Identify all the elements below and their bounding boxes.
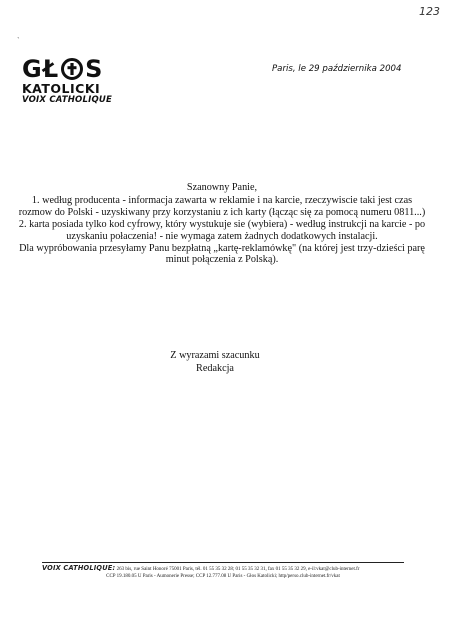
- letter-paragraph-1: 1. według producenta - informacja zawarta w reklamie i na karcie, rzeczywiscie taki jest czas rozmow do Polski - uzyskiwany przy korzystaniu z ich karty (łącząc się za pomocą numeru 0811...): [18, 194, 426, 218]
- margin-mark: ˋ: [17, 36, 20, 45]
- footer-divider: [42, 562, 404, 563]
- footer-line-1: [42, 565, 404, 573]
- logo-tagline: VOIX CATHOLIQUE: [22, 95, 112, 105]
- letter-footer: [42, 565, 404, 580]
- page-number: 123: [419, 5, 440, 18]
- cross-circle-icon: [61, 58, 83, 80]
- logo-title: [22, 56, 132, 82]
- logo-s-text: S: [85, 55, 103, 83]
- footer-brand: VOIX CATHOLIQUE:: [42, 564, 116, 572]
- logo-gl-text: GŁ: [22, 55, 60, 83]
- letter-greeting: Szanowny Panie,: [186, 182, 258, 193]
- letterhead-logo: [22, 56, 132, 105]
- letter-date: Paris, le 29 października 2004: [272, 64, 402, 74]
- logo-subtitle: KATOLICKI: [22, 81, 101, 96]
- letter-paragraph-2: 2. karta posiada tylko kod cyfrowy, który wystukuje sie (wybiera) - według instrukcji na karcie - po uzyskaniu połaczenia! - nie wymaga zatem żadnych dodatkowych instalacji.: [18, 218, 426, 242]
- letter-body: [18, 182, 426, 266]
- closing-phrase: Z wyrazami szacunku: [170, 350, 260, 361]
- letter-closing: [150, 349, 280, 375]
- signature-name: Redakcja: [196, 363, 234, 374]
- letter-paragraph-3: Dla wypróbowania przesyłamy Panu bezpłatną „kartę-reklamówkę" (na której jest trzy-dzieści parę minut połączenia z Polską).: [19, 242, 425, 266]
- footer-address: 263 bis, rue Saint Honoré 75001 Paris, tél. 01 55 35 32 28; 01 55 35 32 31, fax 01 55 35 32 29, e-il:vkat@club-internet.fr: [116, 567, 360, 572]
- footer-line-2: CCP 19.180.05 U Paris - Aumonerie Presse; CCP 12.777.08 U Paris - Głos Katolicki; http/perso.club-internet.fr/vkat: [106, 574, 340, 579]
